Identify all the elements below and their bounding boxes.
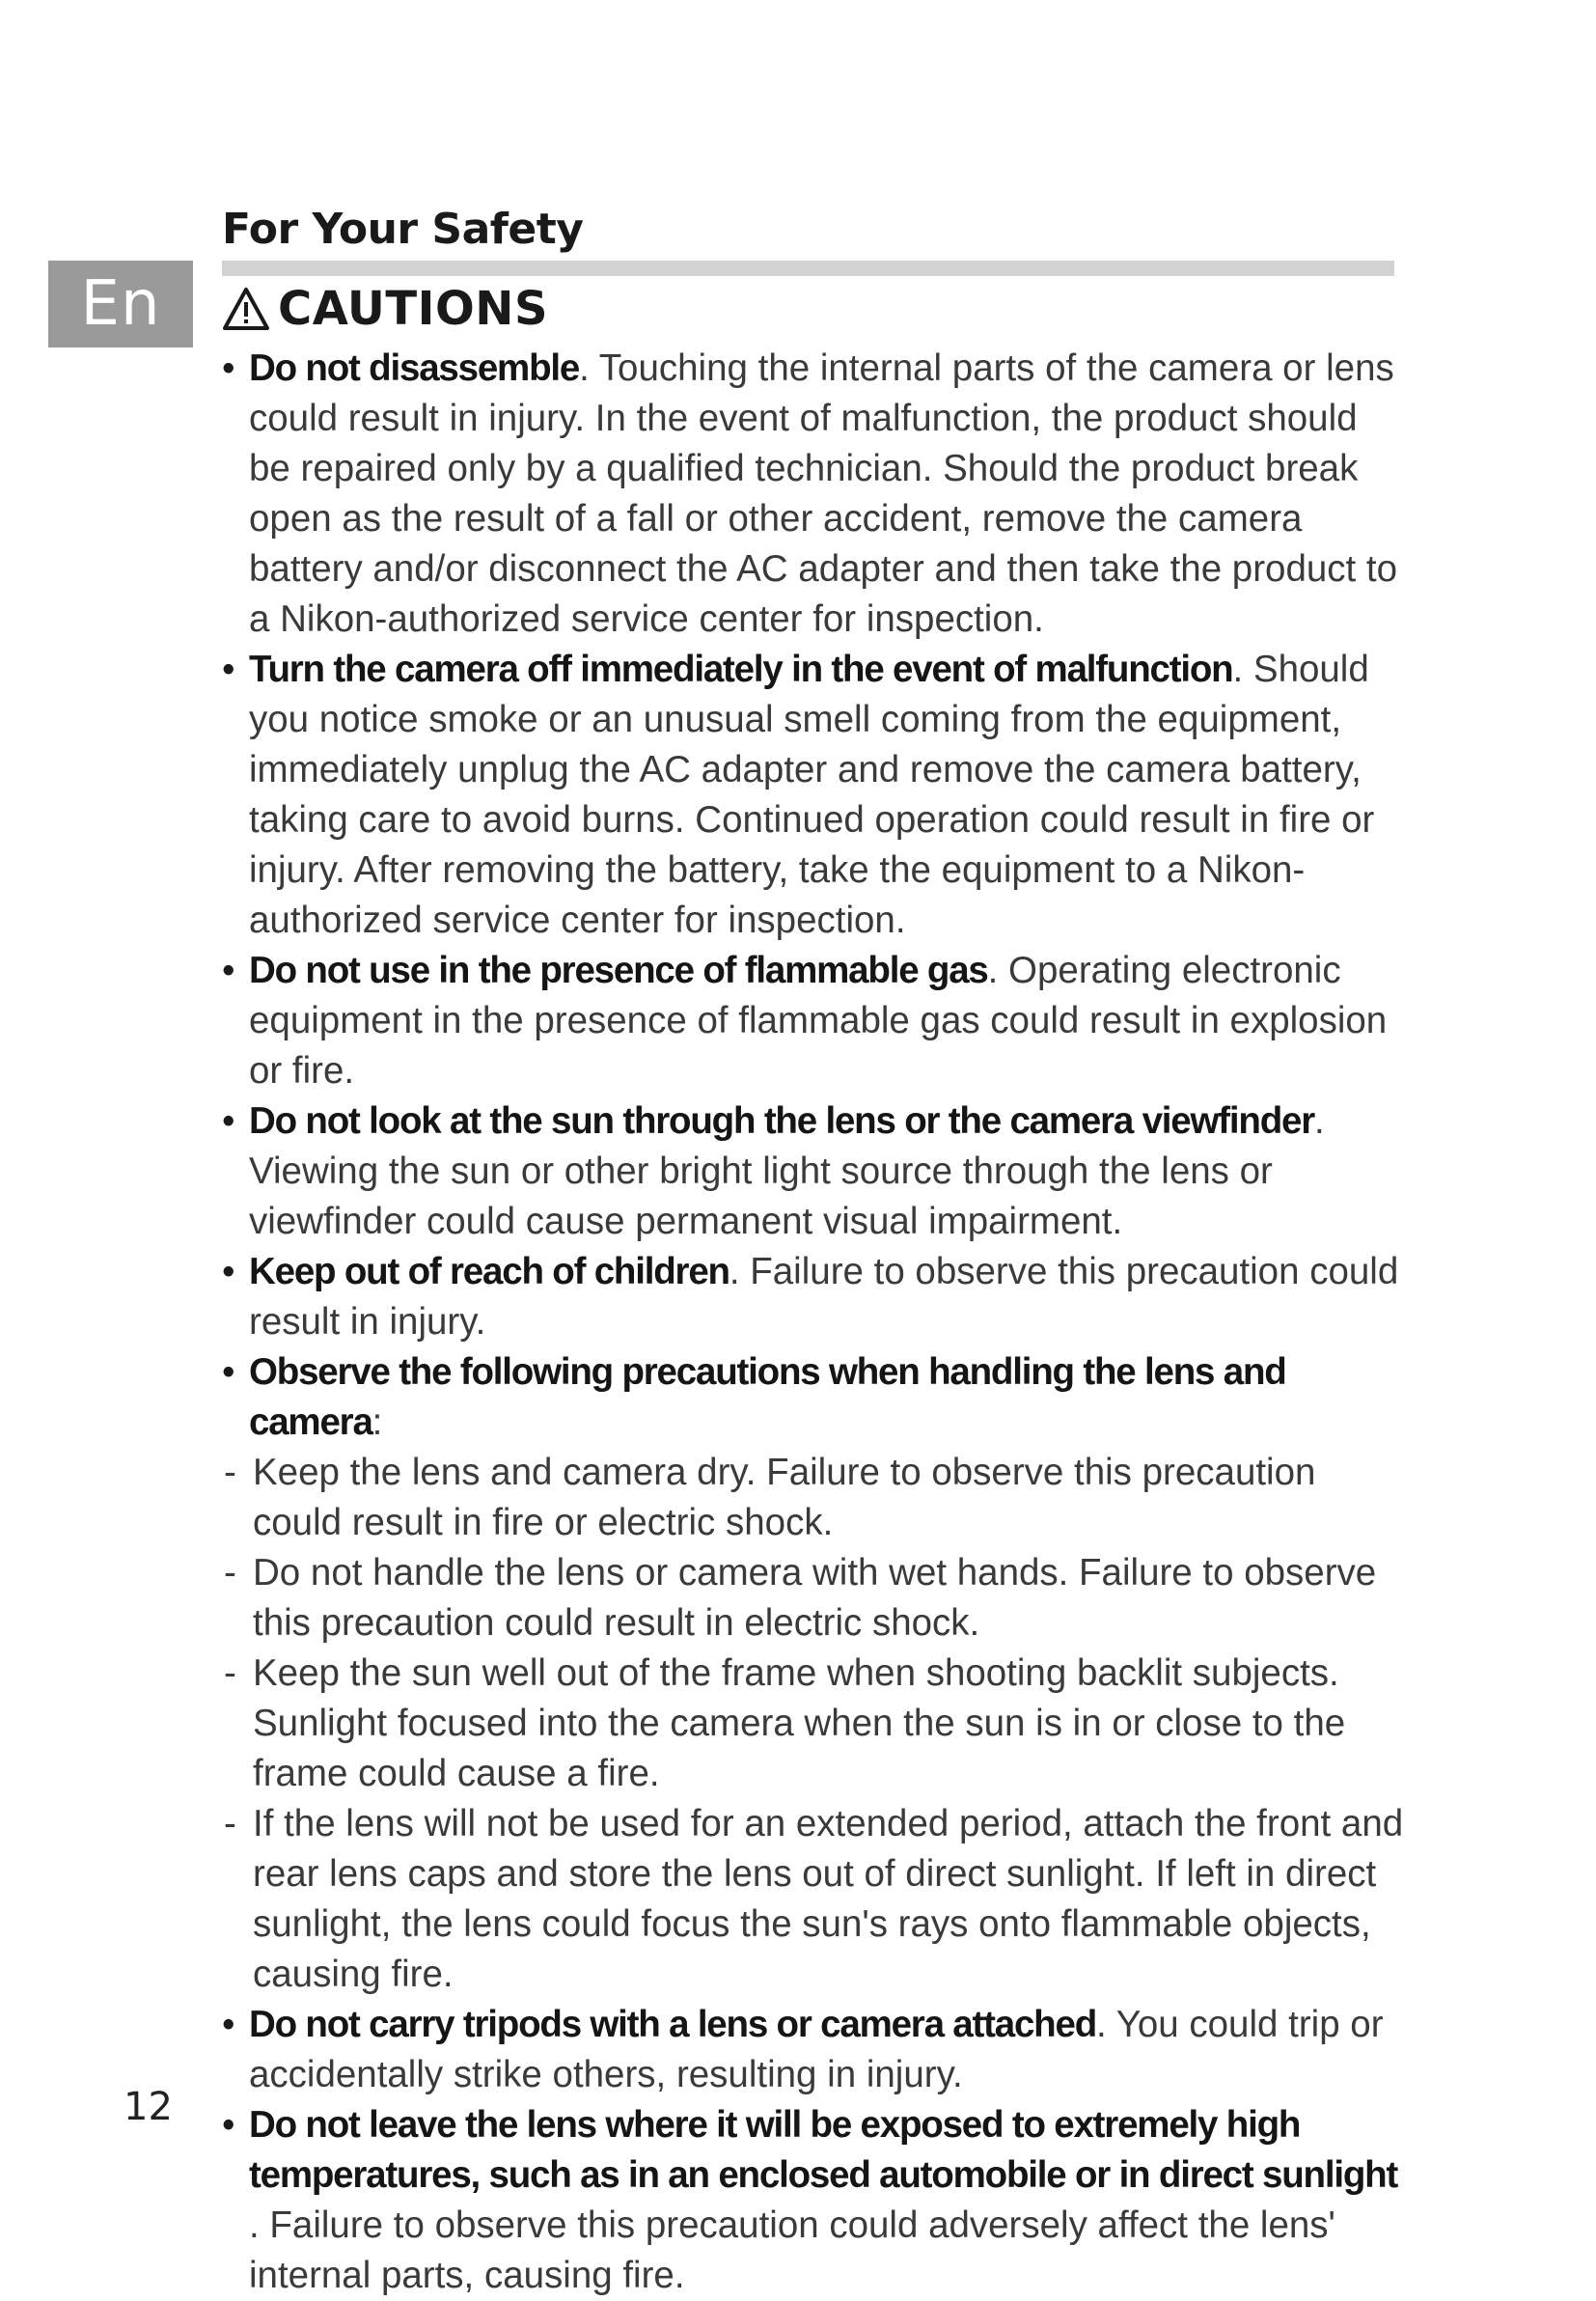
caution-text: . Viewing the sun or other bright light source through the lens or viewfinder could cause permanent visual impairment. <box>249 1100 1325 1242</box>
warning-triangle-icon <box>222 287 270 331</box>
caution-item: • Do not carry tripods with a lens or camera attached. You could trip or accidentally strike others, resulting in injury. <box>222 2004 1384 2095</box>
caution-text: . Touching the internal parts of the camera or lens could result in injury. In the event of malfunction, the product should be repaired only by a qualified technician. Should the product break open as the result of a fall or other accident, remove the camera battery and/or disconnect the AC adapter and then take the product to a Nikon-authorized service center for inspection. <box>249 347 1398 640</box>
caution-text: . Operating electronic equipment in the presence of flammable gas could result in explosion or fire. <box>249 950 1388 1092</box>
caution-subitem: - If the lens will not be used for an extended period, attach the front and rear lens caps and store the lens out of direct sunlight. If left in direct sunlight, the lens could focus the sun's rays onto flammable objects, causing fire. <box>224 1803 1404 1995</box>
caution-lead: Keep out of reach of children <box>249 1251 729 1292</box>
caution-lead: Do not disassemble <box>249 347 580 389</box>
page-number: 12 <box>124 2085 173 2129</box>
caution-lead: Do not carry tripods with a lens or camera attached <box>249 2004 1097 2045</box>
caution-item: • Do not leave the lens where it will be exposed to extremely high temperatures, such as in an enclosed automobile or in direct sunlight . Failure to observe this precaution could adversely affect the lens' internal parts, causing fire. <box>222 2104 1398 2296</box>
caution-text: . Should you notice smoke or an unusual smell coming from the equipment, immediately unplug the AC adapter and remove the camera battery, taking care to avoid burns. Continued operation could result in fire or injury. After removing the battery, take the equipment to a Nikon-authorized service center for inspection. <box>249 649 1375 941</box>
section-header <box>222 203 1394 276</box>
language-tab: En <box>48 261 193 347</box>
caution-subitem: - Keep the sun well out of the frame when shooting backlit subjects. Sunlight focused into the camera when the sun is in or close to the frame could cause a fire. <box>224 1652 1346 1794</box>
caution-item: • Do not use in the presence of flammable gas. Operating electronic equipment in the presence of flammable gas could result in explosion or fire. <box>222 950 1388 1092</box>
caution-item: • Keep out of reach of children. Failure to observe this precaution could result in injury. <box>222 1251 1399 1343</box>
caution-item: • Do not look at the sun through the lens or the camera viewfinder. Viewing the sun or other bright light source through the lens or viewfinder could cause permanent visual impairment. <box>222 1100 1325 1242</box>
caution-item: • Turn the camera off immediately in the event of malfunction. Should you notice smoke or an unusual smell coming from the equipment, immediately unplug the AC adapter and remove the camera battery, taking care to avoid burns. Continued operation could result in fire or injury. After removing the battery, take the equipment to a Nikon-authorized service center for inspection. <box>222 649 1375 941</box>
title-rule <box>222 261 1394 276</box>
caution-item: • Do not disassemble. Touching the internal parts of the camera or lens could result in injury. In the event of malfunction, the product should be repaired only by a qualified technician. Should the product break open as the result of a fall or other accident, remove the camera battery and/or disconnect the AC adapter and then take the product to a Nikon-authorized service center for inspection. <box>222 347 1398 640</box>
caution-heading <box>222 282 548 336</box>
caution-subitem: - Keep the lens and camera dry. Failure to observe this precaution could result in fire or electric shock. <box>224 1452 1316 1543</box>
caution-lead: Turn the camera off immediately in the event of malfunction <box>249 649 1233 690</box>
caution-text: . Failure to observe this precaution could adversely affect the lens' internal parts, causing fire. <box>249 2204 1335 2296</box>
caution-subitem: - Do not handle the lens or camera with wet hands. Failure to observe this precaution could result in electric shock. <box>224 1552 1377 1644</box>
caution-lead: Do not use in the presence of flammable gas <box>249 950 988 991</box>
section-title: For Your Safety <box>222 205 584 254</box>
cautions-list <box>222 344 1404 2301</box>
caution-lead: Observe the following precautions when handling the lens and camera <box>249 1351 1286 1443</box>
caution-lead: Do not look at the sun through the lens or the camera viewfinder <box>249 1100 1315 1142</box>
caution-lead: Do not leave the lens where it will be exposed to extremely high temperatures, such as in an enclosed automobile or in direct sunlight <box>249 2104 1398 2196</box>
caution-item: • Observe the following precautions when handling the lens and camera: <box>222 1351 1286 1443</box>
caution-text: : <box>371 1401 383 1443</box>
caution-text: . You could trip or accidentally strike others, resulting in injury. <box>249 2004 1384 2095</box>
caution-text: . Failure to observe this precaution could result in injury. <box>249 1251 1399 1343</box>
caution-label: CAUTIONS <box>278 282 549 336</box>
